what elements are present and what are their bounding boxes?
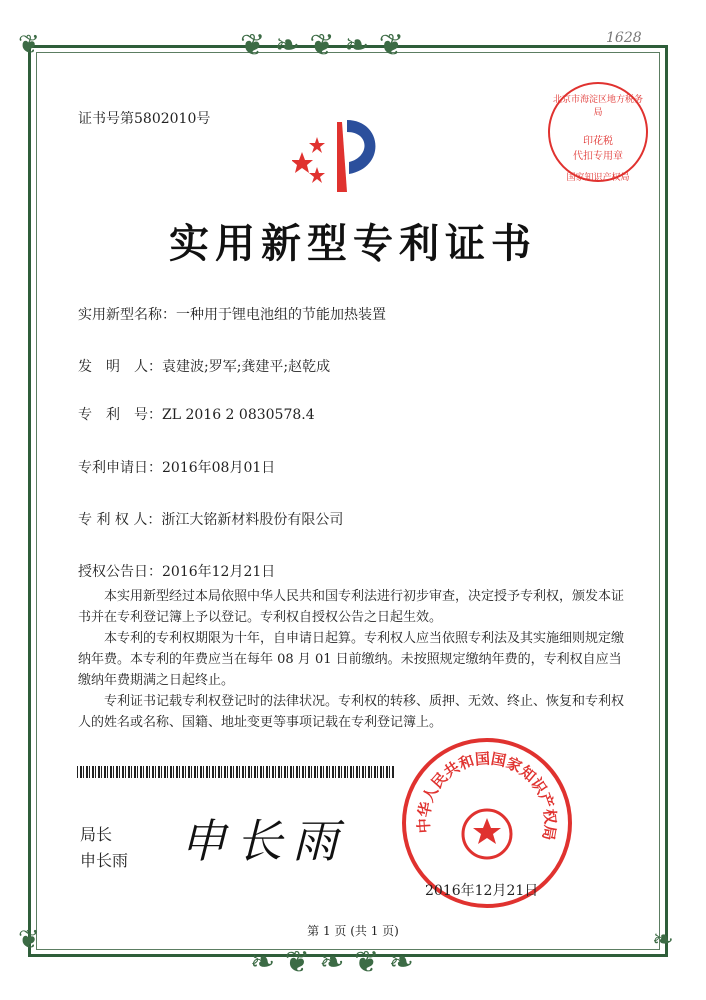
- body-paragraph: 本实用新型经过本局依照中华人民共和国专利法进行初步审查，决定授予专利权，颁发本证书并在专利登记簿上予以登记。专利权自授权公告之日起生效。: [78, 589, 625, 625]
- field-patentee: 专 利 权 人：浙江大铭新材料股份有限公司: [78, 512, 344, 528]
- tax-seal: [548, 82, 648, 182]
- tax-seal-outer-text: 北京市海淀区地方税务局: [552, 95, 643, 118]
- signer-role: 局长: [80, 825, 113, 844]
- corner-ornament-br: ❧: [652, 925, 674, 955]
- certificate-title: 实用新型专利证书: [169, 220, 537, 267]
- field-patent-number: 专 利 号：ZL 2016 2 0830578.4: [78, 407, 315, 423]
- handwritten-note: 1628: [606, 30, 642, 46]
- tax-seal-inner-text-2: 代扣专用章: [573, 151, 623, 162]
- body-paragraph: 专利证书记载专利权登记时的法律状况。专利权的转移、质押、无效、终止、恢复和专利权人的姓名或名称、国籍、地址变更等事项记载在专利登记簿上。: [78, 694, 625, 730]
- certificate-body: [78, 586, 630, 733]
- handwritten-signature: 申长雨: [180, 814, 348, 868]
- barcode: [77, 766, 395, 778]
- issue-date: 2016年12月21日: [425, 883, 539, 899]
- signer-name: 申长雨: [80, 851, 129, 870]
- certificate-number: 证书号第5802010号: [78, 111, 211, 127]
- top-ornament: ❦ ❧ ❦ ❧ ❦: [240, 28, 404, 63]
- corner-ornament-tl: ❦: [18, 30, 40, 60]
- field-utility-model-name: 实用新型名称：一种用于锂电池组的节能加热装置: [78, 307, 386, 323]
- bottom-ornament: ❧ ❦ ❧ ❦ ❧: [250, 945, 414, 980]
- office-seal-text: 中华人民共和国国家知识产权局: [414, 749, 560, 842]
- field-application-date: 专利申请日：2016年08月01日: [78, 460, 276, 476]
- field-inventors: 发 明 人：袁建波;罗军;龚建平;赵乾成: [78, 359, 331, 375]
- field-grant-date: 授权公告日：2016年12月21日: [78, 564, 276, 580]
- corner-ornament-bl: ❦: [18, 925, 40, 955]
- body-paragraph: 本专利的专利权期限为十年，自申请日起算。专利权人应当依照专利法及其实施细则规定缴纳年费。本专利的年费应当在每年 08 月 01 日前缴纳。未按照规定缴纳年费的，专利权自应当缴纳年费期满之日起终止。: [78, 631, 625, 688]
- tax-seal-inner-text-1: 印花税: [583, 136, 613, 147]
- tax-seal-bottom-text: 国家知识产权局: [566, 173, 630, 183]
- patent-office-logo-icon: [292, 112, 402, 202]
- page-footer: 第 1 页 (共 1 页): [307, 924, 399, 938]
